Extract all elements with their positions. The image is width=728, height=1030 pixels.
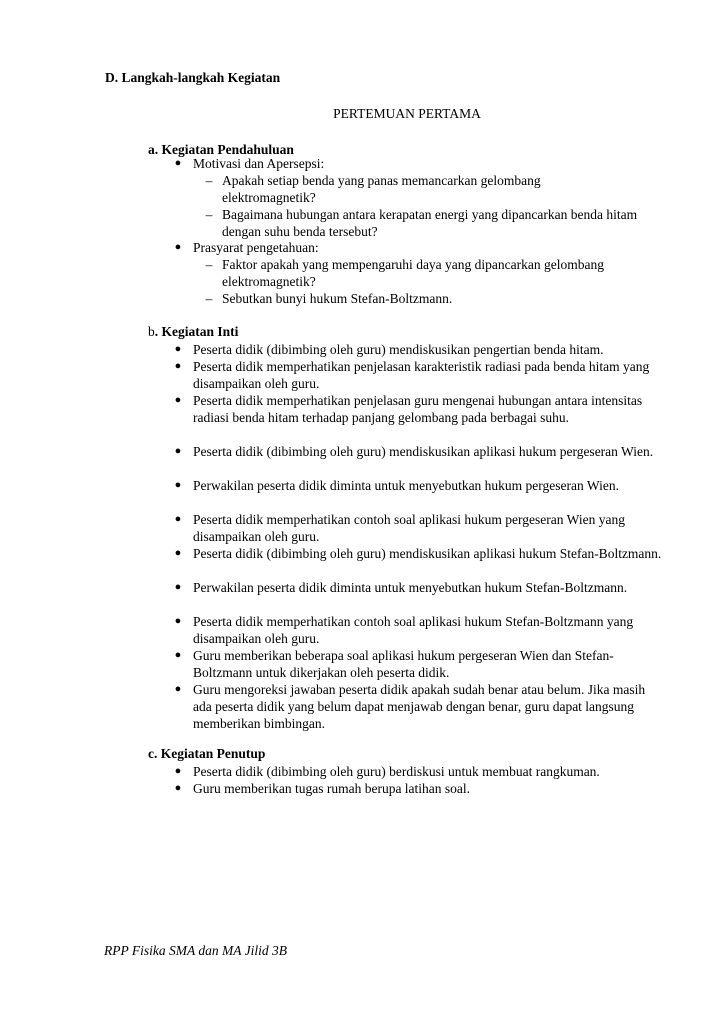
- bullet-icon: ●: [174, 157, 182, 169]
- bullet-icon: ●: [174, 547, 182, 559]
- core-item: Perwakilan peserta didik diminta untuk menyebutkan hukum pergeseran Wien.: [193, 478, 619, 493]
- page-footer: RPP Fisika SMA dan MA Jilid 3B: [104, 943, 287, 958]
- core-item: Perwakilan peserta didik diminta untuk menyebutkan hukum Stefan-Boltzmann.: [193, 580, 628, 595]
- core-item: Guru memberikan beberapa soal aplikasi hukum pergeseran Wien dan Stefan-Boltzmann untuk dikerjakan oleh peserta didik.: [193, 648, 614, 680]
- core-item: Peserta didik memperhatikan penjelasan guru mengenai hubungan antara intensitas radiasi benda hitam terhadap panjang gelombang pada berbagai suhu.: [193, 393, 643, 425]
- bullet-icon: ●: [174, 782, 182, 794]
- bullet-icon: ●: [174, 683, 182, 695]
- intro-group-label: Motivasi dan Apersepsi:: [193, 156, 325, 171]
- intro-title: a. Kegiatan Pendahuluan: [148, 142, 294, 157]
- bullet-icon: ●: [174, 615, 182, 627]
- dash-icon: –: [205, 173, 213, 188]
- bullet-icon: ●: [174, 343, 182, 355]
- bullet-icon: ●: [174, 394, 182, 406]
- bullet-icon: ●: [174, 479, 182, 491]
- bullet-icon: ●: [174, 581, 182, 593]
- meeting-title: PERTEMUAN PERTAMA: [333, 106, 481, 121]
- core-item: Peserta didik memperhatikan contoh soal aplikasi hukum pergeseran Wien yang disampaikan oleh guru.: [193, 512, 625, 544]
- intro-question: Sebutkan bunyi hukum Stefan-Boltzmann.: [222, 291, 453, 306]
- intro-group-label: Prasyarat pengetahuan:: [193, 240, 319, 255]
- core-item: Peserta didik memperhatikan contoh soal aplikasi hukum Stefan-Boltzmann yang disampaikan oleh guru.: [193, 614, 634, 646]
- intro-question: Apakah setiap benda yang panas memancarkan gelombang elektromagnetik?: [222, 173, 541, 205]
- core-title-text: . Kegiatan Inti: [154, 324, 239, 339]
- core-item: Guru mengoreksi jawaban peserta didik apakah sudah benar atau belum. Jika masih ada peserta didik yang belum dapat menjawab dengan benar, guru dapat langsung memberikan bimbingan.: [193, 682, 646, 731]
- closing-item: Guru memberikan tugas rumah berupa latihan soal.: [193, 781, 471, 796]
- core-item: Peserta didik (dibimbing oleh guru) mendiskusikan aplikasi hukum Stefan-Boltzmann.: [193, 546, 662, 561]
- bullet-icon: ●: [174, 445, 182, 457]
- core-item: Peserta didik (dibimbing oleh guru) mendiskusikan pengertian benda hitam.: [193, 342, 604, 357]
- bullet-icon: ●: [174, 513, 182, 525]
- closing-item: Peserta didik (dibimbing oleh guru) berdiskusi untuk membuat rangkuman.: [193, 764, 600, 779]
- bullet-icon: ●: [174, 241, 182, 253]
- core-item: Peserta didik (dibimbing oleh guru) mendiskusikan aplikasi hukum pergeseran Wien.: [193, 444, 654, 459]
- section-heading: D. Langkah-langkah Kegiatan: [105, 70, 281, 85]
- core-item: Peserta didik memperhatikan penjelasan karakteristik radiasi pada benda hitam yang disampaikan oleh guru.: [193, 359, 650, 391]
- intro-question: Faktor apakah yang mempengaruhi daya yang dipancarkan gelombang elektromagnetik?: [222, 257, 604, 289]
- dash-icon: –: [205, 207, 213, 222]
- dash-icon: –: [205, 291, 213, 306]
- bullet-icon: ●: [174, 765, 182, 777]
- core-letter: b: [148, 324, 155, 339]
- bullet-icon: ●: [174, 360, 182, 372]
- core-title: [148, 324, 238, 340]
- closing-title: c. Kegiatan Penutup: [148, 746, 266, 761]
- bullet-icon: ●: [174, 649, 182, 661]
- dash-icon: –: [205, 257, 213, 272]
- intro-question: Bagaimana hubungan antara kerapatan energi yang dipancarkan benda hitam dengan suhu benda tersebut?: [222, 207, 638, 239]
